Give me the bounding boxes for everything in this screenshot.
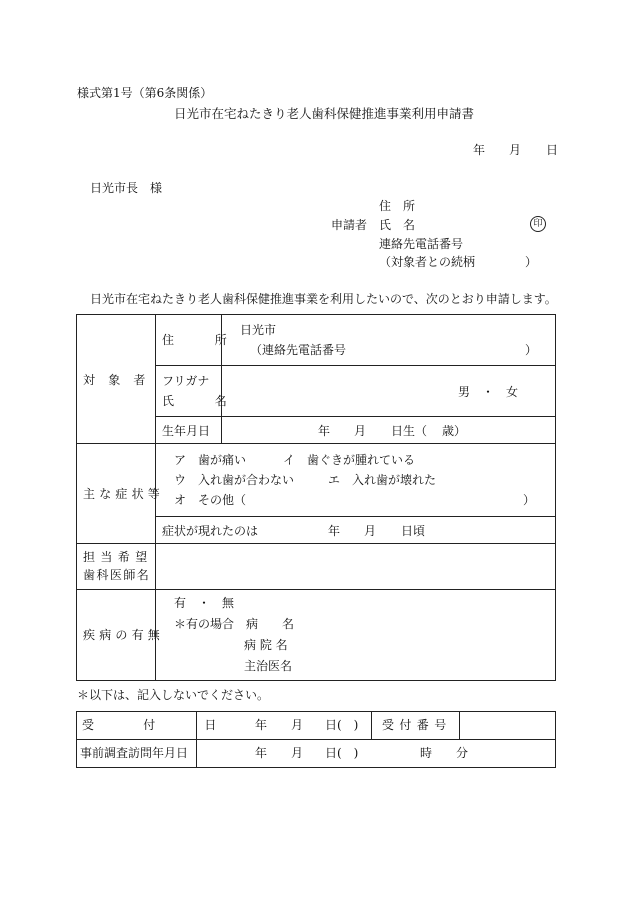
illness-hospital-label: 病 院 名 <box>244 638 288 652</box>
dentist-label-line1: 担当希望 <box>83 550 153 564</box>
onset-label: 症状が現れたのは <box>162 524 259 538</box>
birth-day: 日生（ <box>391 424 428 438</box>
applicant-name-label: 氏 名 <box>379 218 416 232</box>
form-number: 様式第1号（第6条関係） <box>77 86 213 100</box>
receipt-month: 月 <box>291 718 304 732</box>
visit-minute: 分 <box>456 746 469 760</box>
addressee: 日光市長 様 <box>90 181 163 195</box>
receipt-number-label: 受付番号 <box>382 718 452 732</box>
receipt-year: 年 <box>255 718 268 732</box>
intro-text: 日光市在宅ねたきり老人歯科保健推進事業を利用したいので、次のとおり申請します。 <box>90 292 557 306</box>
onset-year: 年 <box>328 524 341 538</box>
onset-month: 月 <box>364 524 377 538</box>
onset-day: 日頃 <box>401 524 426 538</box>
subject-label: 対象者 <box>83 373 159 387</box>
date-day-label: 日 <box>546 143 559 157</box>
visit-month: 月 <box>291 746 304 760</box>
seal-mark: 印 <box>530 216 546 232</box>
date-month-label: 月 <box>509 143 522 157</box>
subject-name-label: 氏 名 <box>162 394 242 408</box>
illness-doctor-label: 主治医名 <box>244 659 293 673</box>
birth-year: 年 <box>318 424 331 438</box>
symptom-u[interactable]: ウ 入れ歯が合わない <box>174 473 295 487</box>
office-use-note: ＊以下は、記入しないでください。 <box>77 688 270 702</box>
form-title: 日光市在宅ねたきり老人歯科保健推進事業利用申請書 <box>174 106 475 121</box>
sex-choice[interactable]: 男 ・ 女 <box>458 385 519 399</box>
applicant-relation-label: （対象者との続柄 <box>379 255 476 269</box>
symptom-a[interactable]: ア 歯が痛い <box>174 453 247 467</box>
symptom-o[interactable]: オ その他（ <box>174 493 247 507</box>
visit-date-label: 事前調査訪問年月日 <box>80 746 189 760</box>
visit-year: 年 <box>255 746 268 760</box>
subject-phone-label[interactable]: （連絡先電話番号 <box>250 343 347 357</box>
birth-month: 月 <box>354 424 367 438</box>
dentist-name-field[interactable] <box>160 548 550 584</box>
applicant-phone-label: 連絡先電話番号 <box>379 237 464 251</box>
symptom-o-close: ） <box>523 493 536 507</box>
applicant-label: 申請者 <box>331 218 368 232</box>
receipt-date-label: 受 付 日 <box>82 718 236 732</box>
symptom-i[interactable]: イ 歯ぐきが腫れている <box>283 453 416 467</box>
subject-phone-close: ） <box>525 343 538 357</box>
symptoms-label: 主な症状等 <box>83 487 165 501</box>
furigana-label: フリガナ <box>162 374 210 388</box>
applicant-relation-close: ） <box>525 255 538 269</box>
visit-day: 日( ) <box>325 746 359 760</box>
symptom-e[interactable]: エ 入れ歯が壊れた <box>328 473 437 487</box>
subject-address-label: 住 所 <box>162 333 242 347</box>
visit-hour: 時 <box>420 746 433 760</box>
birth-label: 生年月日 <box>162 424 211 438</box>
birth-age: 歳） <box>442 424 467 438</box>
illness-yes-no[interactable]: 有 ・ 無 <box>174 596 235 610</box>
subject-city[interactable]: 日光市 <box>240 323 277 337</box>
applicant-address-label: 住 所 <box>379 199 416 213</box>
illness-label: 疾病の有無 <box>83 628 165 642</box>
receipt-day: 日( ) <box>325 718 359 732</box>
dentist-label-line2: 歯科医師名 <box>83 568 151 582</box>
illness-disease-label: ＊有の場合 病 名 <box>174 617 295 631</box>
date-year-label: 年 <box>473 143 486 157</box>
